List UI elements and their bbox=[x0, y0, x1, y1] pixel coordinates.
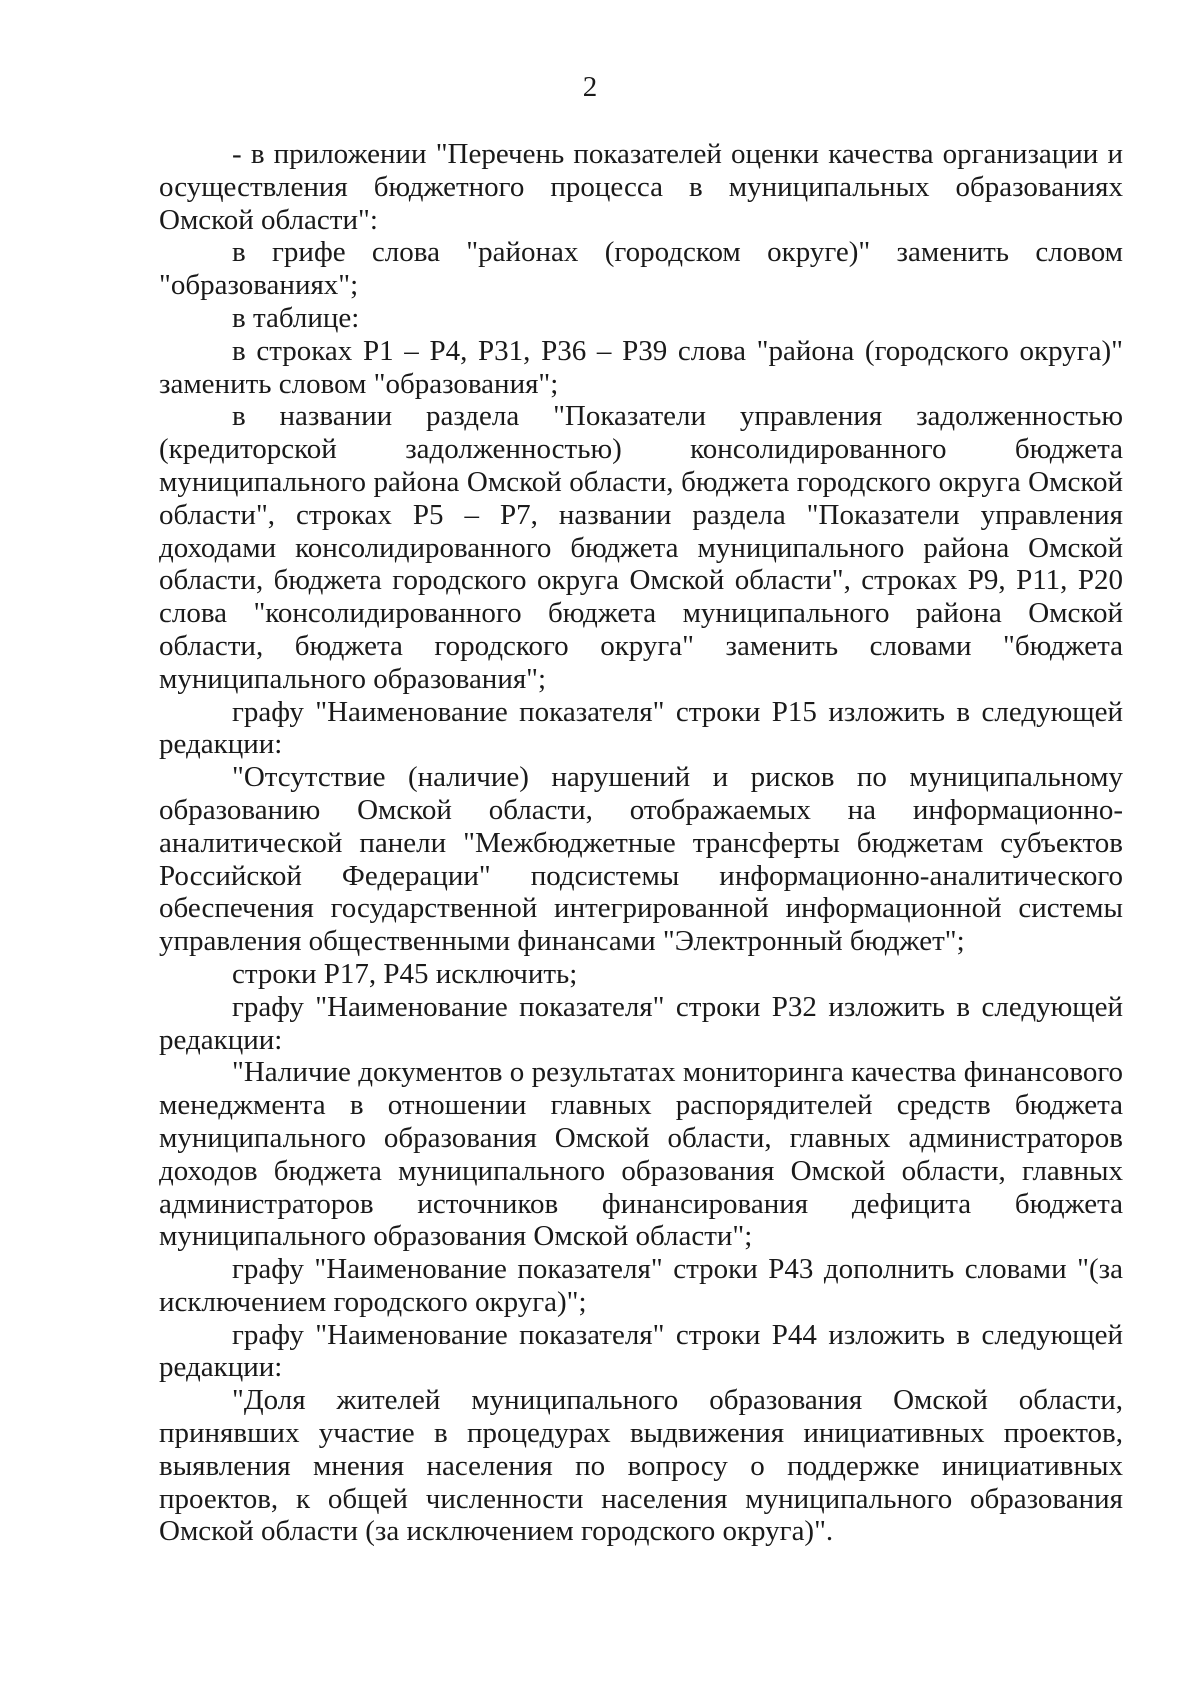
paragraph-p32-intro: графу "Наименование показателя" строки Р32 изложить в следующей редакции: bbox=[159, 990, 1123, 1056]
paragraph-rows-p1-p39: в строках Р1 – Р4, Р31, Р36 – Р39 слова "района (городского округа)" заменить словом "образования"; bbox=[159, 334, 1123, 400]
paragraph-p43-amend: графу "Наименование показателя" строки Р43 дополнить словами "(за исключением городского округа)"; bbox=[159, 1253, 1123, 1318]
document-body bbox=[159, 138, 1123, 1548]
paragraph-p15-intro: графу "Наименование показателя" строки Р15 изложить в следующей редакции: bbox=[159, 695, 1123, 761]
paragraph-p44-intro: графу "Наименование показателя" строки Р44 изложить в следующей редакции: bbox=[159, 1318, 1123, 1384]
paragraph-p44-text: "Доля жителей муниципального образования Омской области, принявших участие в процедурах выдвижения инициативных проектов, выявления мнения населения по вопросу о поддержке инициативных проектов, к общей численности населения муниципального образования Омской области (за исключением городского округа)". bbox=[159, 1384, 1123, 1548]
paragraph-appendix-intro: - в приложении "Перечень показателей оценки качества организации и осуществления бюджетного процесса в муниципальных образованиях Омской области": bbox=[159, 138, 1123, 236]
paragraph-p15-text: "Отсутствие (наличие) нарушений и рисков по муниципальному образованию Омской области, отображаемых на информационно-аналитической панели "Межбюджетные трансферты бюджетам субъектов Российской Федерации" подсистемы информационно-аналитического обеспечения государственной интегрированной информационной системы управления общественными финансами "Электронный бюджет"; bbox=[159, 761, 1123, 958]
paragraph-p32-text: "Наличие документов о результатах мониторинга качества финансового менеджмента в отношении главных распорядителей средств бюджета муниципального образования Омской области, главных администраторов доходов бюджета муниципального образования Омской области, главных администраторов источников финансирования дефицита бюджета муниципального образования Омской области"; bbox=[159, 1056, 1123, 1253]
paragraph-p17-p45-exclude: строки Р17, Р45 исключить; bbox=[232, 957, 578, 990]
paragraph-section-names: в названии раздела "Показатели управления задолженностью (кредиторской задолженностью) консолидированного бюджета муниципального района Омской области, бюджета городского округа Омской области", строках Р5 – Р7, названии раздела "Показатели управления доходами консолидированного бюджета муниципального района Омской области, бюджета городского округа Омской области", строках Р9, Р11, Р20 слова "консолидированного бюджета муниципального района Омской области, бюджета городского округа" заменить словами "бюджета муниципального образования"; bbox=[159, 400, 1123, 695]
page-number: 2 bbox=[582, 71, 598, 103]
paragraph-grif: в грифе слова "районах (городском округе)" заменить словом "образованиях"; bbox=[159, 236, 1123, 302]
paragraph-table-intro: в таблице: bbox=[232, 301, 360, 334]
